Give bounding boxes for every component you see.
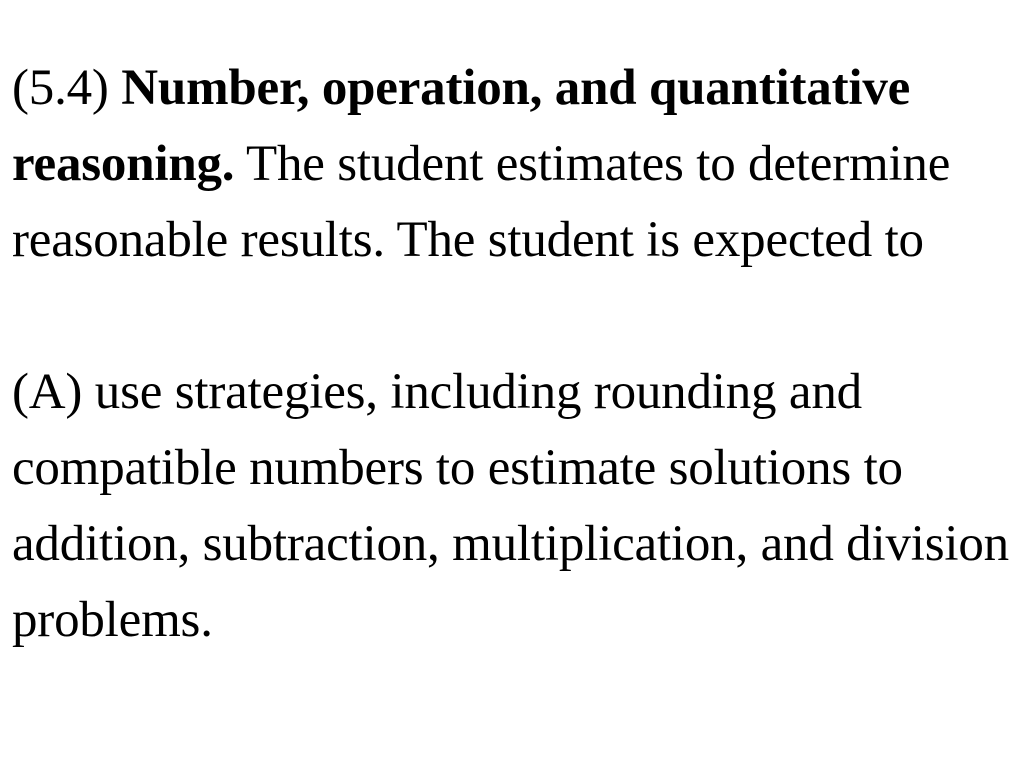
- standard-paragraph: [12, 50, 1012, 278]
- expectation-label: (A): [12, 364, 83, 420]
- slide-content: [12, 50, 1012, 658]
- standard-title: Number, operation, and quantitative reasoning.: [12, 60, 911, 192]
- expectation-item-a: [12, 354, 1012, 658]
- standard-code: (5.4): [12, 60, 109, 116]
- standard-description: The student estimates to determine reasonable results. The student is expected to: [12, 136, 951, 268]
- expectation-text: use strategies, including rounding and compatible numbers to estimate solutions to addition, subtraction, multiplication, and division problems.: [12, 364, 1009, 648]
